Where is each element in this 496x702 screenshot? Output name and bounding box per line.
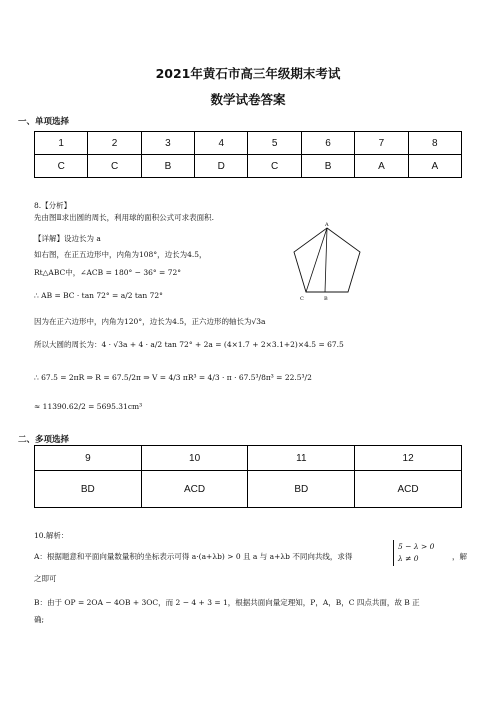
- section-heading-single-choice: 一、单项选择: [18, 117, 70, 127]
- q8-line7: ≈ 11390.62/2 = 5695.31cm³: [34, 402, 143, 411]
- q10-equation-system: [393, 540, 450, 566]
- table-cell: 8: [408, 132, 461, 155]
- q8-line1: 如右图，在正五边形中，内角为108°，边长为4.5，: [34, 250, 207, 259]
- vertex-label-a: A: [325, 222, 329, 228]
- vertex-label-c: C: [300, 296, 304, 302]
- q8-line3: ∴ AB = BC · tan 72° = a/2 tan 72°: [34, 291, 163, 300]
- segment-ab: [325, 228, 327, 292]
- table-cell: 12: [355, 446, 462, 471]
- page-title: 2021年黄石市高三年级期末考试: [155, 66, 341, 81]
- q10-tag: 10.解析：: [34, 531, 69, 540]
- multi-choice-answer-table: [34, 445, 462, 508]
- table-cell: 11: [248, 446, 355, 471]
- table-cell: 1: [35, 132, 88, 155]
- q8-detail: 【详解】设边长为 a: [34, 234, 101, 243]
- table-cell: B: [301, 155, 354, 178]
- table-cell: 10: [141, 446, 248, 471]
- q10-option-a: A：根据题意和平面向量数量积的坐标表示可得 a·(a+λb) > 0 且 a 与 a+λb 不同向共线，求得: [34, 552, 353, 561]
- q10-system-line1: 5 − λ > 0: [398, 542, 435, 551]
- table-cell: BD: [35, 471, 142, 508]
- q8-analysis: 先由图Ⅱ求出圆的周长，利用球的面积公式可求表面积.: [34, 213, 214, 222]
- table-cell: ACD: [355, 471, 462, 508]
- table-cell: BD: [248, 471, 355, 508]
- table-cell: A: [408, 155, 461, 178]
- table-cell: C: [35, 155, 88, 178]
- q8-line4: 因为在正六边形中，内角为120°，边长为4.5，正六边形的轴长为√3a: [34, 317, 266, 326]
- q8-tag: 8.【分析】: [34, 201, 72, 210]
- q10-option-a-line2: 之即可: [34, 574, 57, 583]
- table-cell: C: [88, 155, 141, 178]
- table-cell: B: [141, 155, 194, 178]
- table-cell: 6: [301, 132, 354, 155]
- q10-option-a-tail: ，解: [452, 552, 467, 561]
- q10-option-b: B：由于 OP = 2OA − 4OB + 3OC，而 2 − 4 + 3 = 1，根据共面向量定理知，P，A，B，C 四点共面，故 B 正: [34, 598, 420, 607]
- table-cell: 2: [88, 132, 141, 155]
- table-cell: D: [195, 155, 248, 178]
- table-cell: 7: [355, 132, 408, 155]
- q10-system-line2: λ ≠ 0: [398, 554, 419, 563]
- table-row-answers: [35, 155, 462, 178]
- table-cell: 5: [248, 132, 301, 155]
- table-cell: 3: [141, 132, 194, 155]
- table-row-numbers: [35, 446, 462, 471]
- q8-line2: Rt△ABC中，∠ACB = 180° − 36° = 72°: [34, 268, 181, 277]
- single-choice-answer-table: [34, 131, 462, 178]
- table-cell: A: [355, 155, 408, 178]
- table-cell: C: [248, 155, 301, 178]
- segment-ac: [306, 228, 327, 292]
- pentagon-figure: [282, 220, 372, 304]
- vertex-label-b: B: [324, 296, 328, 302]
- q10-option-b-line2: 确;: [34, 615, 45, 624]
- table-row-answers: [35, 471, 462, 508]
- table-cell: ACD: [141, 471, 248, 508]
- q8-line6: ∴ 67.5 = 2πR ⇒ R = 67.5/2π ⇒ V = 4/3 πR³ = 4/3 · π · 67.5³/8π³ = 22.5³/2: [34, 373, 312, 382]
- page-subtitle: 数学试卷答案: [210, 92, 286, 107]
- q8-line5: 所以大圆的周长为：4 · √3a + 4 · a/2 tan 72° + 2a = (4×1.7 + 2×3.1+2)×4.5 = 67.5: [34, 340, 344, 349]
- table-cell: 4: [195, 132, 248, 155]
- section-heading-multi-choice: 二、多项选择: [18, 435, 70, 445]
- table-row-numbers: [35, 132, 462, 155]
- table-cell: 9: [35, 446, 142, 471]
